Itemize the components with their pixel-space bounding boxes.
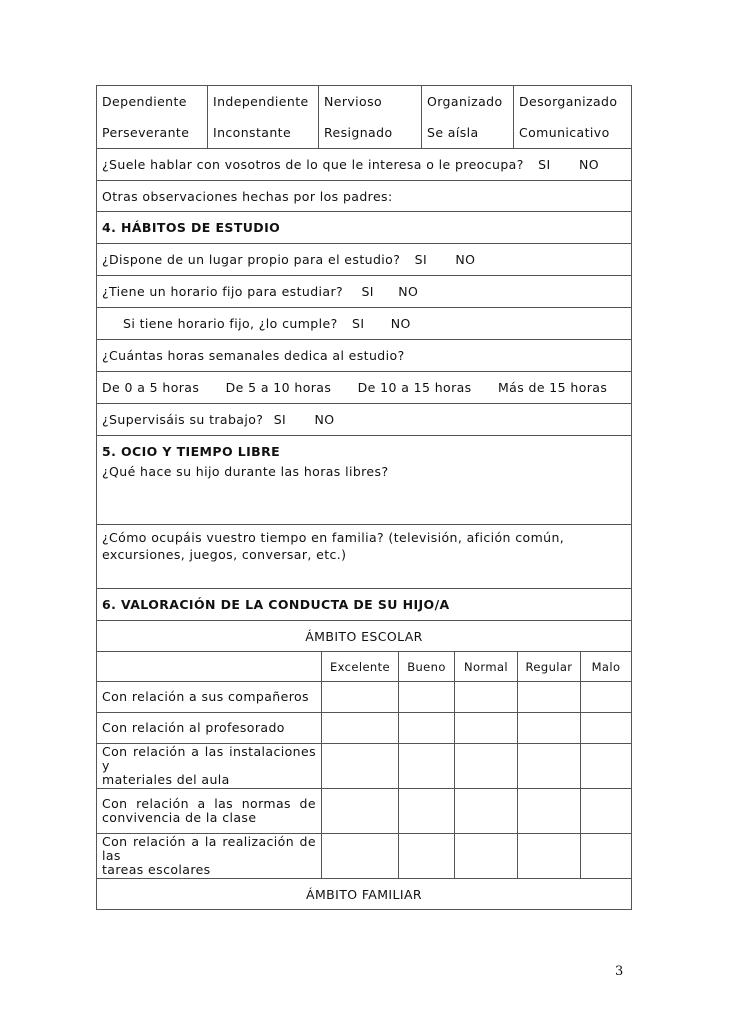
conduct-row-label: Con relación al profesorado	[97, 713, 322, 744]
rating-cell[interactable]	[518, 834, 581, 879]
question-text: ¿Dispone de un lugar propio para el estudio?	[102, 252, 401, 267]
label-line-2: convivencia de la clase	[102, 810, 257, 825]
rating-cell[interactable]	[455, 682, 518, 713]
rating-normal: Normal	[455, 652, 518, 682]
question-lugar	[97, 244, 632, 276]
section-6-heading: 6. VALORACIÓN DE LA CONDUCTA DE SU HIJO/A	[97, 589, 632, 621]
rating-bueno: Bueno	[399, 652, 455, 682]
answer-no: NO	[578, 157, 599, 172]
rating-cell[interactable]	[399, 744, 455, 789]
rating-cell[interactable]	[581, 834, 632, 879]
rating-cell[interactable]	[399, 789, 455, 834]
answer-si: SI	[361, 284, 374, 299]
label-line-1: Con relación a la realización de las	[102, 834, 316, 863]
rating-cell[interactable]	[322, 682, 399, 713]
section-4-heading: 4. HÁBITOS DE ESTUDIO	[97, 212, 632, 244]
conduct-row-label	[97, 834, 322, 879]
trait-organizado: Organizado	[421, 86, 513, 117]
rating-regular: Regular	[518, 652, 581, 682]
ambito-familiar-heading: ÁMBITO FAMILIAR	[97, 879, 632, 910]
answer-no: NO	[314, 412, 335, 427]
question-text: ¿Tiene un horario fijo para estudiar?	[102, 284, 344, 299]
question-text: ¿Supervisáis su trabajo?	[102, 412, 264, 427]
rating-cell[interactable]	[322, 834, 399, 879]
hours-options	[97, 372, 632, 404]
trait-resignado: Resignado	[318, 117, 421, 148]
question-tiempo-familia	[97, 525, 632, 589]
traits-cell	[97, 86, 632, 149]
hours-option-10-15: De 10 a 15 horas	[357, 380, 472, 395]
rating-cell[interactable]	[399, 834, 455, 879]
label-line-1: Con relación a las normas de	[102, 796, 316, 811]
rating-malo: Malo	[581, 652, 632, 682]
rating-cell[interactable]	[581, 789, 632, 834]
rating-cell[interactable]	[322, 713, 399, 744]
rating-cell[interactable]	[322, 789, 399, 834]
question-supervisais	[97, 404, 632, 436]
conduct-row-label	[97, 789, 322, 834]
question-horario	[97, 276, 632, 308]
trait-independiente: Independiente	[207, 86, 318, 117]
question-cumple	[97, 308, 632, 340]
answer-no: NO	[455, 252, 476, 267]
question-habla	[97, 149, 632, 181]
question-text: ¿Suele hablar con vosotros de lo que le interesa o le preocupa?	[102, 157, 524, 172]
answer-si: SI	[538, 157, 551, 172]
question-text: Si tiene horario fijo, ¿lo cumple?	[123, 316, 338, 331]
conduct-row-label	[97, 744, 322, 789]
rating-cell[interactable]	[399, 713, 455, 744]
page-number: 3	[615, 964, 624, 979]
trait-desorganizado: Desorganizado	[513, 86, 631, 117]
traits-grid	[102, 86, 631, 148]
rating-cell[interactable]	[581, 713, 632, 744]
hours-option-0-5: De 0 a 5 horas	[102, 380, 200, 395]
question-horas-libres: ¿Qué hace su hijo durante las horas libres?	[97, 461, 632, 525]
hours-option-5-10: De 5 a 10 horas	[225, 380, 332, 395]
question-horas: ¿Cuántas horas semanales dedica al estudio?	[97, 340, 632, 372]
rating-cell[interactable]	[518, 744, 581, 789]
rating-cell[interactable]	[399, 682, 455, 713]
rating-cell[interactable]	[322, 744, 399, 789]
conduct-row-label: Con relación a sus compañeros	[97, 682, 322, 713]
label-line-1: Con relación a las instalaciones y	[102, 744, 316, 773]
question-line-2: excursiones, juegos, conversar, etc.)	[102, 547, 347, 562]
trait-dependiente: Dependiente	[102, 94, 187, 109]
hours-option-15-plus: Más de 15 horas	[497, 380, 608, 395]
rating-cell[interactable]	[518, 789, 581, 834]
answer-si: SI	[351, 316, 365, 331]
rating-excelente: Excelente	[322, 652, 399, 682]
trait-se-aisla: Se aísla	[421, 117, 513, 148]
answer-si: SI	[273, 412, 287, 427]
trait-comunicativo: Comunicativo	[513, 117, 631, 148]
rating-cell[interactable]	[455, 744, 518, 789]
section-5-heading: 5. OCIO Y TIEMPO LIBRE	[97, 436, 632, 461]
question-line-1: ¿Cómo ocupáis vuestro tiempo en familia? (televisión, afición común,	[102, 530, 565, 545]
rating-cell[interactable]	[455, 834, 518, 879]
trait-inconstante: Inconstante	[207, 117, 318, 148]
rating-cell[interactable]	[518, 682, 581, 713]
observaciones-row: Otras observaciones hechas por los padres:	[97, 181, 632, 212]
rating-cell[interactable]	[581, 682, 632, 713]
ambito-escolar-heading: ÁMBITO ESCOLAR	[97, 621, 632, 652]
rating-header-blank	[97, 652, 322, 682]
questionnaire-table	[96, 85, 632, 910]
trait-perseverante: Perseverante	[102, 125, 190, 140]
answer-no: NO	[398, 284, 419, 299]
rating-cell[interactable]	[455, 713, 518, 744]
rating-cell[interactable]	[518, 713, 581, 744]
label-line-2: tareas escolares	[102, 862, 211, 877]
trait-nervioso: Nervioso	[318, 86, 421, 117]
answer-no: NO	[390, 316, 411, 331]
label-line-2: materiales del aula	[102, 772, 230, 787]
rating-cell[interactable]	[581, 744, 632, 789]
answer-si: SI	[414, 252, 428, 267]
rating-cell[interactable]	[455, 789, 518, 834]
